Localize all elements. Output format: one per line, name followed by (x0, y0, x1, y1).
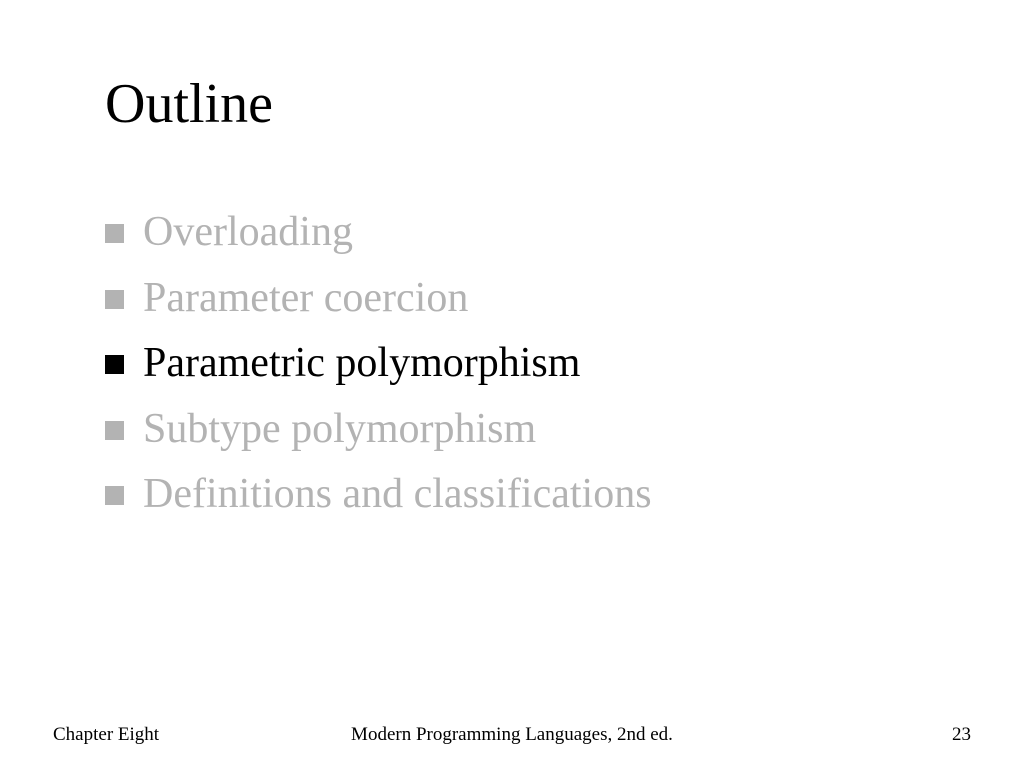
outline-list (105, 200, 652, 528)
square-bullet-icon (105, 290, 124, 309)
outline-item-label: Overloading (143, 209, 353, 256)
outline-item (105, 397, 652, 463)
square-bullet-icon (105, 355, 124, 374)
footer-page-number: 23 (952, 724, 971, 745)
footer-book-title: Modern Programming Languages, 2nd ed. (351, 724, 673, 745)
outline-item-label: Parameter coercion (143, 274, 469, 321)
outline-item (105, 331, 652, 397)
outline-item-label: Subtype polymorphism (143, 405, 537, 452)
square-bullet-icon (105, 224, 124, 243)
outline-item-label: Definitions and classifications (143, 471, 652, 518)
outline-item (105, 266, 652, 332)
outline-item (105, 200, 652, 266)
square-bullet-icon (105, 421, 124, 440)
outline-item (105, 462, 652, 528)
outline-item-label: Parametric polymorphism (143, 340, 581, 387)
footer-chapter: Chapter Eight (53, 724, 160, 745)
square-bullet-icon (105, 486, 124, 505)
slide-title: Outline (105, 73, 273, 135)
